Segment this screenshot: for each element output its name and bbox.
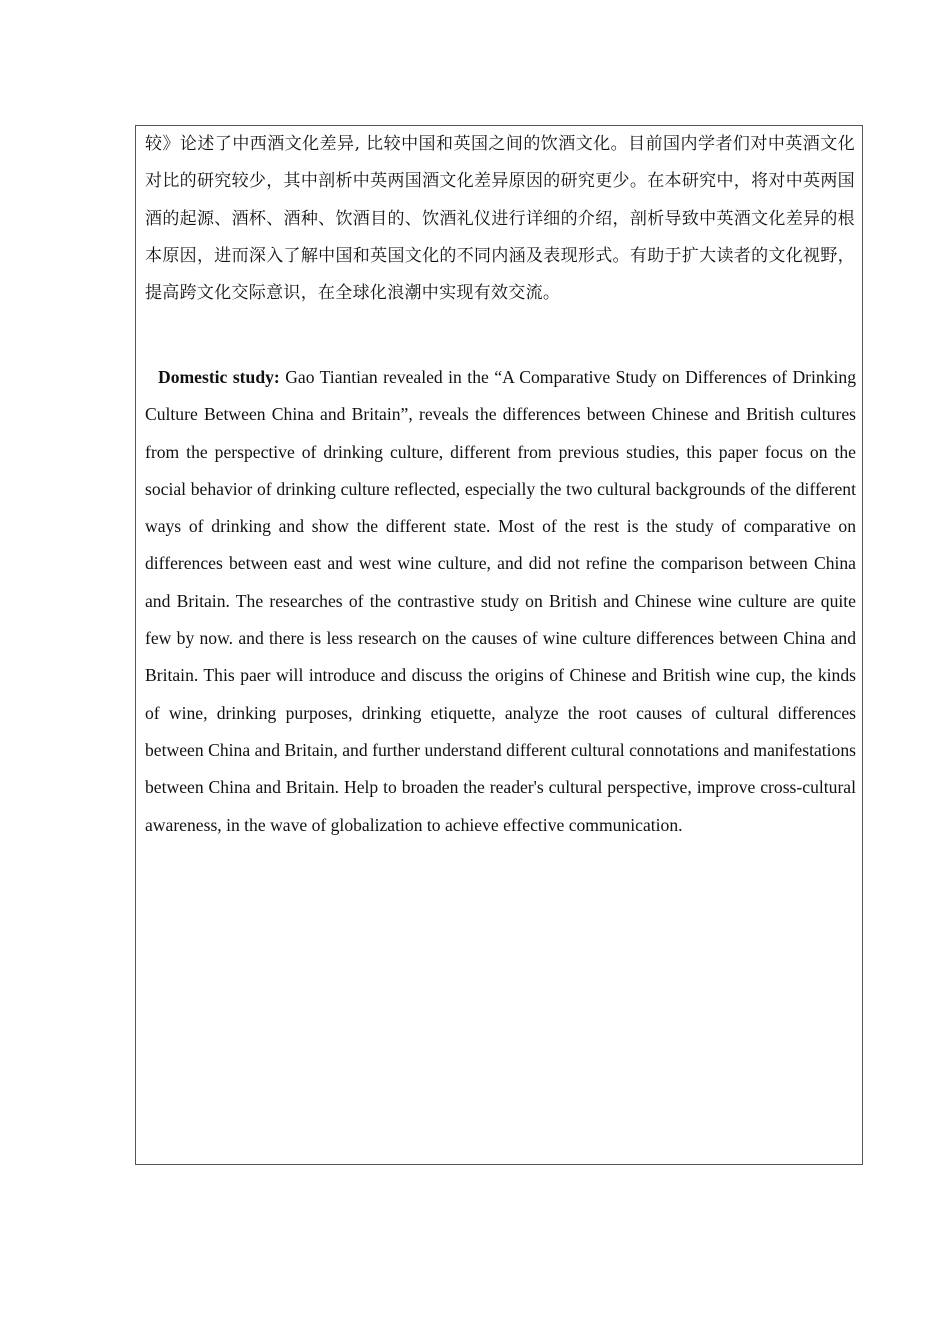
content-table-cell	[135, 125, 863, 1165]
english-paragraph	[145, 359, 856, 844]
chinese-paragraph: 较》论述了中西酒文化差异, 比较中国和英国之间的饮酒文化。目前国内学者们对中英酒文化对比的研究较少，其中剖析中英两国酒文化差异原因的研究更少。在本研究中，将对中英两国酒的起源、酒杯、酒种、饮酒目的、饮酒礼仪进行详细的介绍，剖析导致中英酒文化差异的根本原因，进而深入了解中国和英国文化的不同内涵及表现形式。有助于扩大读者的文化视野，提高跨文化交际意识，在全球化浪潮中实现有效交流。	[145, 134, 855, 304]
domestic-study-heading: Domestic study:	[158, 367, 280, 387]
english-paragraph-body: Gao Tiantian revealed in the “A Comparative Study on Differences of Drinking Culture Between China and Britain”, reveals the differences between Chinese and British cultures from the perspective of drinking culture, different from previous studies, this paper focus on the social behavior of drinking culture reflected, especially the two cultural backgrounds of the different ways of drinking and show the different state. Most of the rest is the study of comparative on differences between east and west wine culture, and did not refine the comparison between China and Britain. The researches of the contrastive study on British and Chinese wine culture are quite few by now. and there is less research on the causes of wine culture differences between China and Britain. This paer will introduce and discuss the origins of Chinese and British wine cup, the kinds of wine, drinking purposes, drinking etiquette, analyze the root causes of cultural differences between China and Britain, and further understand different cultural connotations and manifestations between China and Britain. Help to broaden the reader's cultural perspective, improve cross-cultural awareness, in the wave of globalization to achieve effective communication.	[145, 367, 856, 835]
